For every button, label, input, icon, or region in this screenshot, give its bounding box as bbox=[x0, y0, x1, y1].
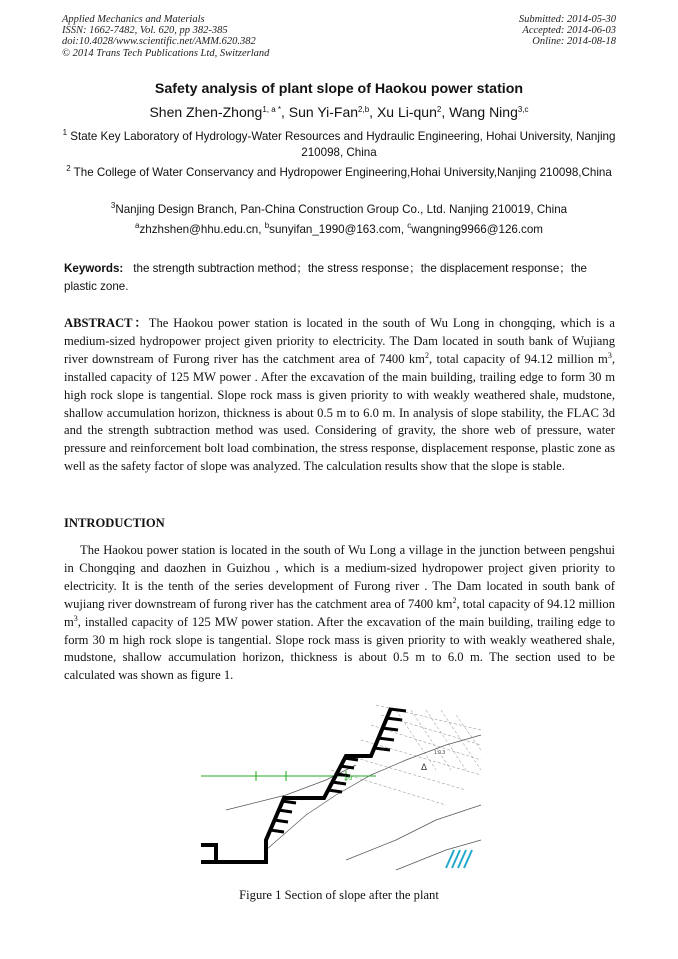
abstract: ABSTRACT：The Haokou power station is located in the south of Wu Long in chongqing, which is a medium-sized hydropower project given priority to electricity. The Dam located in south bank of Wujiang river downstream of Furong river has the catchment area of 7400 $km^2$, total capacity of 94.12 million $m^3$, installed capacity of 125 MW power . After the excavation of the main building, trailing edge to form 30 m high rock slope is tangential. Slope rock mass is given priority to with weakly weathered shale, mudstone, shallow accumulation horizon, thickness is about 0.5 m to 6.0 m. In analysis of slope stability, the FLAC 3d and the strength subtraction method was used. Considering of gravity, the shore web of pressure, water pressure and reinforcement bolt load combination, the stress response, displacement response, plastic zone as well as the safety factor of slope was analyzed. The calculation results show that the slope is stable. bbox=[64, 316, 615, 474]
affiliation-2: $^2$ The College of Water Conservancy and Hydropower Engineering,Hohai University,Nanjing 210098,China bbox=[66, 164, 612, 179]
author-sup: 3,c bbox=[517, 105, 529, 114]
slope-section-drawing bbox=[196, 700, 482, 880]
figure-slope-section bbox=[196, 700, 482, 880]
keywords bbox=[64, 260, 616, 296]
author-name: Shen Zhen-Zhong bbox=[149, 104, 263, 120]
author-list: Shen Zhen-Zhong$^{1, a *}$, Sun Yi-Fan$^{2,b}$, Xu Li-qun$^2$, Wang Ning$^{3,c}$ bbox=[149, 104, 529, 120]
figure-label: Δ bbox=[421, 762, 428, 772]
submitted-date: Submitted: 2014-05-30 bbox=[518, 14, 616, 25]
dates-header bbox=[519, 14, 616, 48]
author-sup: 1, a * bbox=[262, 105, 281, 114]
affiliation-1: $^1$ State Key Laboratory of Hydrology-Water Resources and Hydraulic Engineering, Hohai University, Nanjing 210098, China bbox=[62, 128, 616, 159]
introduction-heading: INTRODUCTION bbox=[64, 516, 165, 530]
building-outline bbox=[201, 845, 216, 862]
email-a: zhzhshen@hhu.edu.cn bbox=[139, 223, 259, 236]
author-name: Wang Ning bbox=[449, 104, 518, 120]
figure-caption: Figure 1 Section of slope after the plant bbox=[239, 888, 439, 902]
accepted-date: Accepted: 2014-06-03 bbox=[522, 25, 616, 37]
author-sup: 2,b bbox=[358, 105, 370, 114]
keywords-label: Keywords: bbox=[64, 262, 124, 275]
author-sup: 2 bbox=[436, 105, 442, 114]
slope-profile bbox=[201, 708, 391, 862]
email-c: wangning9966@126.com bbox=[411, 223, 543, 236]
journal-name: Applied Mechanics and Materials bbox=[62, 14, 205, 25]
author-name: Xu Li-qun bbox=[376, 104, 437, 120]
email-list: $^a$zhzhshen@hhu.edu.cn, $^b$sunyifan_1990@163.com, $^c$wangning9966@126.com bbox=[135, 221, 543, 236]
journal-header bbox=[62, 14, 269, 59]
abstract-label: ABSTRACT： bbox=[64, 316, 149, 330]
affiliation-3: $^3$Nanjing Design Branch, Pan-China Construction Group Co., Ltd. Nanjing 210019, China bbox=[110, 201, 568, 216]
figure-label: 1/3 bbox=[344, 776, 353, 782]
introduction-paragraph: The Haokou power station is located in the south of Wu Long a village in the junction between pengshui in Chongqing and daozhen in Guizhou , which is a medium-sized hydropower project given priority to electricity. It is the tenth of the series development of Furong river . The Dam located in south bank of wujiang river downstream of furong river has the catchment area of 7400 $km^2$, total capacity of 94.12 million $m^3$, installed capacity of 125 MW power station. After the excavation of the main building, trailing edge to form 30 m high rock slope is tangential. Slope rock mass is given priority to with weakly weathered shale, mudstone, shallow accumulation horizon, thickness is about 0.5 m to 6.0 m. The section used to be calculated was shown as figure 1. bbox=[64, 543, 616, 683]
doi-line: doi:10.4028/www.scientific.net/AMM.620.382 bbox=[62, 36, 256, 48]
issn-line: ISSN: 1662-7482, Vol. 620, pp 382-385 bbox=[62, 25, 228, 37]
copyright-line: © 2014 Trans Tech Publications Ltd, Switzerland bbox=[62, 47, 270, 59]
figure-label: 1:0.3 bbox=[434, 750, 446, 756]
author-name: Sun Yi-Fan bbox=[288, 104, 359, 120]
paper-title: Safety analysis of plant slope of Haokou power station bbox=[154, 81, 524, 97]
keywords-text: the strength subtraction method；the stress response；the displacement response；the plastic zone. bbox=[64, 262, 587, 293]
cyan-detail bbox=[446, 850, 472, 868]
email-b: sunyifan_1990@163.com bbox=[269, 223, 401, 236]
online-date: Online: 2014-08-18 bbox=[532, 36, 616, 48]
